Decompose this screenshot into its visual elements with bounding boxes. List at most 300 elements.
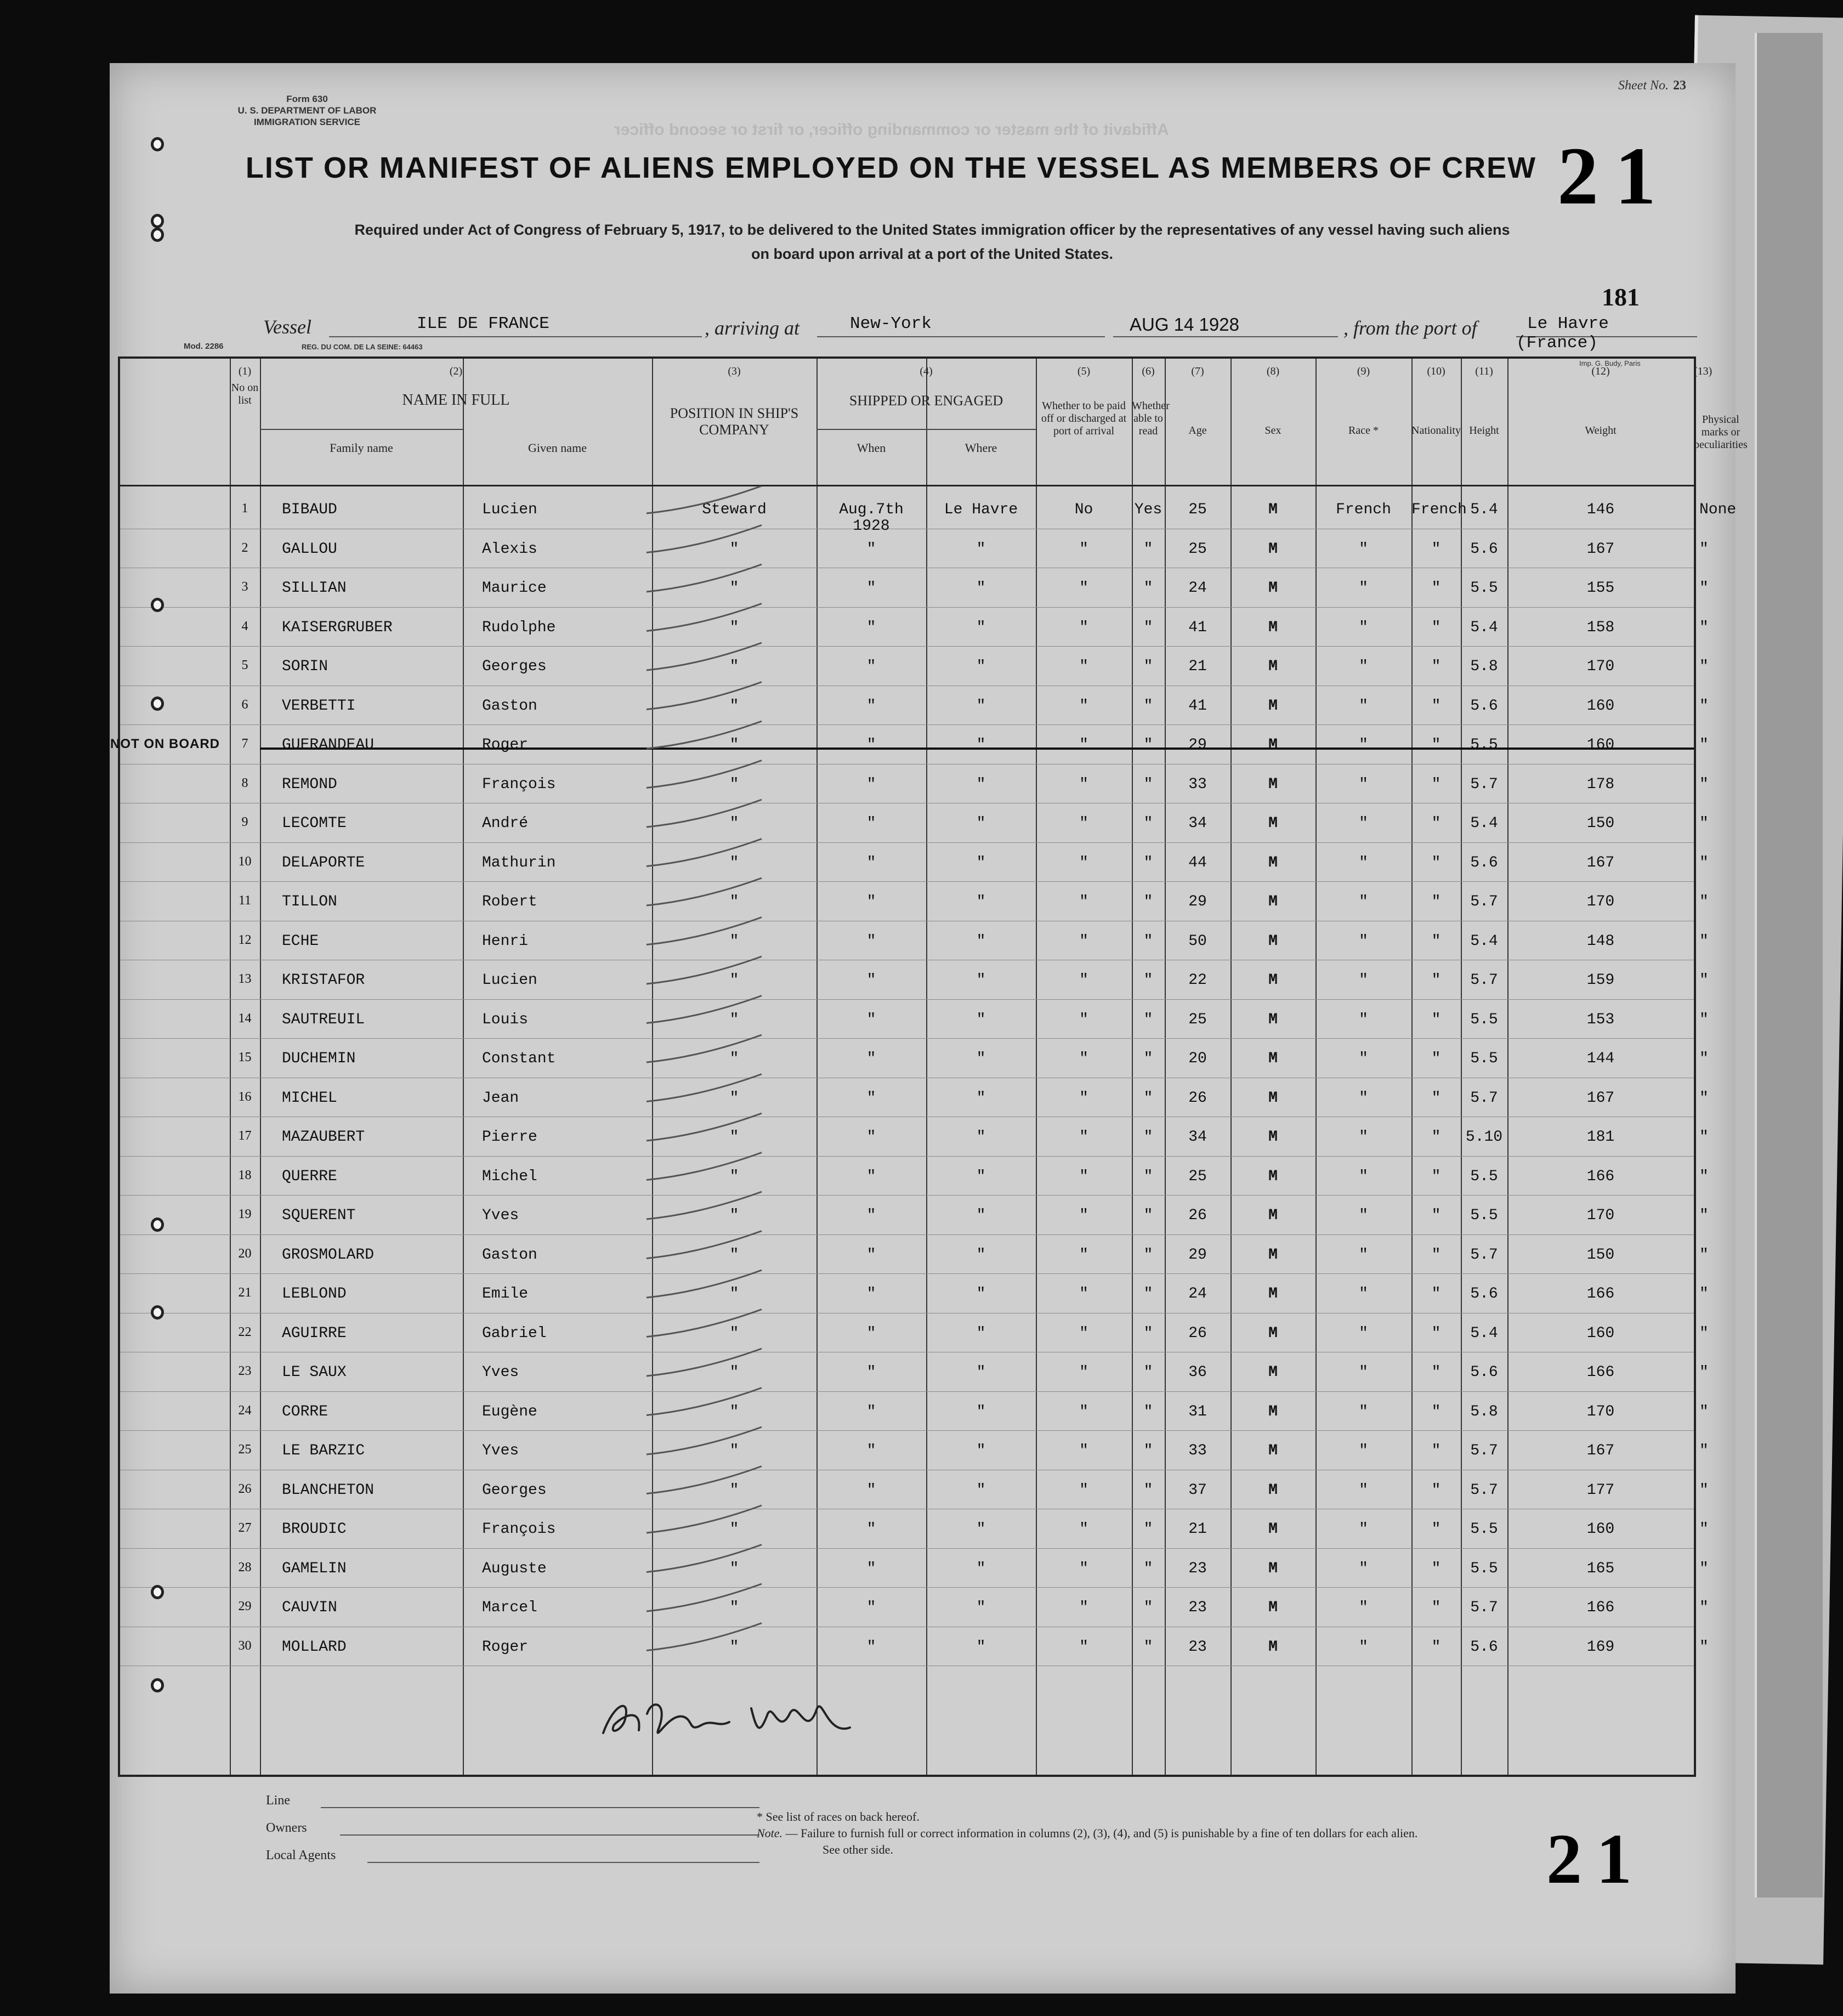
shipped-where: Le Havre [944, 501, 1018, 518]
column-divider [463, 359, 464, 1775]
height: 5.7 [1470, 1246, 1498, 1264]
physical-marks-ditto: " [1699, 1286, 1709, 1303]
physical-marks-ditto: " [1699, 1638, 1709, 1656]
weight: 166 [1586, 1364, 1615, 1381]
age: 20 [1188, 1050, 1207, 1067]
able-to-read-ditto: " [1143, 1521, 1153, 1538]
weight: 165 [1586, 1560, 1615, 1577]
shipped-where-ditto: " [976, 1286, 986, 1303]
weight: 144 [1586, 1050, 1615, 1067]
weight: 150 [1586, 1246, 1615, 1264]
page-title: LIST OR MANIFEST OF ALIENS EMPLOYED ON THE VESSEL AS MEMBERS OF CREW [245, 151, 1537, 184]
binder-hole [151, 228, 164, 242]
shipped-where-ditto: " [976, 1089, 986, 1107]
sex: M [1268, 580, 1278, 597]
able-to-read-ditto: " [1143, 1168, 1153, 1185]
row-number: 5 [241, 658, 248, 672]
race-ditto: " [1359, 1638, 1368, 1656]
race-ditto: " [1359, 1403, 1368, 1420]
row-divider [120, 646, 1694, 647]
able-to-read-ditto: " [1143, 1286, 1153, 1303]
race-ditto: " [1359, 1246, 1368, 1264]
pencil-tick [647, 643, 762, 670]
race-ditto: " [1359, 893, 1368, 910]
nationality-ditto: " [1431, 1089, 1441, 1107]
pencil-tick [647, 1153, 762, 1180]
able-to-read-ditto: " [1143, 1089, 1153, 1107]
sex: M [1268, 1129, 1278, 1146]
shipped-when-ditto: " [866, 1089, 876, 1107]
header-col12-num: (12) [1591, 365, 1610, 377]
shipped-where-ditto: " [976, 775, 986, 793]
height: 5.6 [1470, 540, 1498, 558]
row-number: 2 [241, 540, 248, 555]
given-name: Mathurin [482, 854, 556, 871]
shipped-when-ditto: " [866, 1599, 876, 1616]
shipped-where-ditto: " [976, 972, 986, 989]
race: French [1336, 501, 1391, 518]
paid-off: No [1074, 501, 1093, 518]
given-name: Alexis [482, 540, 537, 558]
nationality-ditto: " [1431, 1521, 1441, 1538]
paid-off-ditto: " [1079, 893, 1088, 910]
shipped-where-ditto: " [976, 1442, 986, 1459]
shipped-where-ditto: " [976, 1246, 986, 1264]
pencil-tick [647, 1427, 762, 1454]
row-number: 22 [238, 1324, 252, 1339]
given-name: Henri [482, 932, 529, 950]
shipped-where-ditto: " [976, 1168, 986, 1185]
shipped-when-ditto: " [866, 658, 876, 675]
height: 5.4 [1470, 815, 1498, 832]
row-number: 19 [238, 1207, 252, 1221]
shipped-where-ditto: " [976, 1050, 986, 1067]
race-ditto: " [1359, 1089, 1368, 1107]
name-subheader-line [260, 429, 463, 430]
row-number: 12 [238, 932, 252, 947]
race-ditto: " [1359, 1324, 1368, 1342]
shipped-where-ditto: " [976, 540, 986, 558]
shipped-where-ditto: " [976, 1638, 986, 1656]
age: 25 [1188, 540, 1207, 558]
vessel-field [329, 314, 702, 337]
race-ditto: " [1359, 972, 1368, 989]
sex: M [1268, 697, 1278, 715]
able-to-read-ditto: " [1143, 854, 1153, 871]
arrival-date: AUG 14 1928 [1130, 314, 1239, 335]
header-race: Race * [1348, 424, 1379, 437]
shipped-where-ditto: " [976, 1011, 986, 1028]
position-ditto: " [729, 697, 739, 715]
position-ditto: " [729, 1050, 739, 1067]
physical-marks-ditto: " [1699, 1324, 1709, 1342]
sex: M [1268, 658, 1278, 675]
family-name: BIBAUD [282, 501, 337, 518]
age: 24 [1188, 1286, 1207, 1303]
given-name: Constant [482, 1050, 556, 1067]
physical-marks-ditto: " [1699, 972, 1709, 989]
pencil-tick [647, 1113, 762, 1141]
paid-off-ditto: " [1079, 1089, 1088, 1107]
sex: M [1268, 1324, 1278, 1342]
row-number: 8 [241, 775, 248, 790]
sex: M [1268, 540, 1278, 558]
nationality-ditto: " [1431, 658, 1441, 675]
sex: M [1268, 775, 1278, 793]
physical-marks-ditto: " [1699, 1364, 1709, 1381]
row-divider [120, 1430, 1694, 1431]
physical-marks-ditto: " [1699, 893, 1709, 910]
row-divider [120, 999, 1694, 1000]
position-ditto: " [729, 1089, 739, 1107]
shipped-where-ditto: " [976, 854, 986, 871]
position-ditto: " [729, 1286, 739, 1303]
position-ditto: " [729, 815, 739, 832]
family-name: SORIN [282, 658, 328, 675]
row-divider [120, 1234, 1694, 1235]
footer-owners-field [340, 1834, 759, 1836]
height: 5.4 [1470, 1324, 1498, 1342]
height: 5.7 [1470, 972, 1498, 989]
height: 5.7 [1470, 1442, 1498, 1459]
header-col8-num: (8) [1266, 365, 1280, 377]
paid-off-ditto: " [1079, 1286, 1088, 1303]
nationality-ditto: " [1431, 1011, 1441, 1028]
row-number: 6 [241, 697, 248, 712]
header-nationality: Nationality [1411, 424, 1461, 437]
family-name: AGUIRRE [282, 1324, 347, 1342]
pencil-tick [647, 800, 762, 827]
physical-marks-ditto: " [1699, 932, 1709, 950]
position-ditto: " [729, 893, 739, 910]
family-name: SAUTREUIL [282, 1011, 365, 1028]
header-shipped: SHIPPED OR ENGAGED [849, 393, 1003, 409]
race-ditto: " [1359, 1364, 1368, 1381]
binder-hole [151, 1585, 164, 1599]
nationality-ditto: " [1431, 1599, 1441, 1616]
bottom-page-number: 21 [1546, 1820, 1646, 1899]
sex: M [1268, 619, 1278, 636]
nationality-ditto: " [1431, 1168, 1441, 1185]
given-name: André [482, 815, 529, 832]
race-ditto: " [1359, 737, 1368, 754]
family-name: DUCHEMIN [282, 1050, 356, 1067]
pencil-tick [647, 878, 762, 905]
shipped-when-ditto: " [866, 1560, 876, 1577]
paid-off-ditto: " [1079, 1638, 1088, 1656]
given-name: Rudolphe [482, 619, 556, 636]
row-divider [120, 1156, 1694, 1157]
sex: M [1268, 501, 1278, 518]
nationality-ditto: " [1431, 1050, 1441, 1067]
shipped-where-ditto: " [976, 1207, 986, 1224]
given-name: Yves [482, 1207, 519, 1224]
able-to-read-ditto: " [1143, 1599, 1153, 1616]
weight: 148 [1586, 932, 1615, 950]
row-number: 24 [238, 1403, 252, 1418]
header-where: Where [965, 441, 997, 455]
age: 29 [1188, 1246, 1207, 1264]
given-name: Georges [482, 658, 547, 675]
family-name: CORRE [282, 1403, 328, 1420]
shipped-when-ditto: " [866, 1246, 876, 1264]
weight: 160 [1586, 697, 1615, 715]
height: 5.7 [1470, 1599, 1498, 1616]
race-ditto: " [1359, 1560, 1368, 1577]
family-name: VERBETTI [282, 697, 356, 715]
footer-line-field [321, 1807, 759, 1808]
able-to-read-ditto: " [1143, 1481, 1153, 1499]
able-to-read-ditto: " [1143, 580, 1153, 597]
shipped-where-ditto: " [976, 619, 986, 636]
given-name: Roger [482, 737, 529, 754]
able-to-read-ditto: " [1143, 1442, 1153, 1459]
family-name: MICHEL [282, 1089, 337, 1107]
position-ditto: " [729, 1638, 739, 1656]
family-name: MAZAUBERT [282, 1129, 365, 1146]
nationality-ditto: " [1431, 540, 1441, 558]
weight: 167 [1586, 854, 1615, 871]
sex: M [1268, 1089, 1278, 1107]
physical-marks: None [1699, 501, 1737, 518]
nationality-ditto: " [1431, 1129, 1441, 1146]
shipped-when-ditto: " [866, 1324, 876, 1342]
age: 21 [1188, 1521, 1207, 1538]
physical-marks-ditto: " [1699, 1442, 1709, 1459]
height: 5.4 [1470, 501, 1498, 518]
race-ditto: " [1359, 775, 1368, 793]
able-to-read-ditto: " [1143, 775, 1153, 793]
row-number: 3 [241, 580, 248, 594]
height: 5.5 [1470, 580, 1498, 597]
header-name-in-full: NAME IN FULL [402, 392, 510, 409]
printer: Imp. G. Budy, Paris [1579, 359, 1641, 367]
sex: M [1268, 893, 1278, 910]
age: 34 [1188, 815, 1207, 832]
height: 5.7 [1470, 1481, 1498, 1499]
age: 33 [1188, 1442, 1207, 1459]
not-on-board-label: NOT ON BOARD [110, 737, 220, 751]
shipped-when-year: 1928 [853, 518, 890, 535]
sex: M [1268, 1050, 1278, 1067]
sex: M [1268, 1521, 1278, 1538]
paid-off-ditto: " [1079, 972, 1088, 989]
row-number: 1 [241, 501, 248, 516]
given-name: Lucien [482, 972, 537, 989]
pencil-tick [647, 1545, 762, 1572]
shipped-when-ditto: " [866, 580, 876, 597]
paid-off-ditto: " [1079, 658, 1088, 675]
age: 26 [1188, 1324, 1207, 1342]
age: 26 [1188, 1089, 1207, 1107]
weight: 160 [1586, 737, 1615, 754]
position-ditto: " [729, 1481, 739, 1499]
physical-marks-ditto: " [1699, 697, 1709, 715]
given-name: Gaston [482, 697, 537, 715]
shipped-where-ditto: " [976, 1324, 986, 1342]
weight: 146 [1586, 501, 1615, 518]
row-number: 17 [238, 1129, 252, 1143]
position-ditto: " [729, 1324, 739, 1342]
header-col3-num: (3) [728, 365, 741, 377]
height: 5.6 [1470, 697, 1498, 715]
nationality-ditto: " [1431, 815, 1441, 832]
shipped-when-ditto: " [866, 893, 876, 910]
paid-off-ditto: " [1079, 854, 1088, 871]
weight: 170 [1586, 658, 1615, 675]
shipped-when-ditto: " [866, 1050, 876, 1067]
position-ditto: " [729, 1207, 739, 1224]
header-col4-num: (4) [920, 365, 933, 377]
form-number: Form 630 [286, 94, 328, 104]
row-number: 20 [238, 1246, 252, 1261]
paid-off-ditto: " [1079, 540, 1088, 558]
age: 41 [1188, 697, 1207, 715]
race-ditto: " [1359, 1168, 1368, 1185]
weight: 166 [1586, 1168, 1615, 1185]
row-divider [120, 1195, 1694, 1196]
paid-off-ditto: " [1079, 737, 1088, 754]
arriving-field [817, 314, 1105, 337]
weight: 181 [1586, 1129, 1615, 1146]
row-divider [120, 607, 1694, 608]
header-position: POSITION IN SHIP'S COMPANY [670, 405, 799, 438]
pencil-tick [647, 1270, 762, 1298]
able-to-read-ditto: " [1143, 893, 1153, 910]
family-name: LE BARZIC [282, 1442, 365, 1459]
row-number: 18 [238, 1168, 252, 1182]
row-number: 29 [238, 1599, 252, 1613]
service: IMMIGRATION SERVICE [254, 117, 360, 127]
nationality-ditto: " [1431, 697, 1441, 715]
row-number: 30 [238, 1638, 252, 1653]
row-number: 26 [238, 1481, 252, 1496]
physical-marks-ditto: " [1699, 815, 1709, 832]
header-height: Height [1469, 424, 1499, 437]
row-number: 23 [238, 1364, 252, 1378]
able-to-read-ditto: " [1143, 737, 1153, 754]
nationality-ditto: " [1431, 775, 1441, 793]
header-given-name: Given name [528, 441, 587, 455]
binder-hole [151, 1217, 164, 1232]
column-divider [260, 359, 261, 1775]
page-subtitle [219, 218, 1645, 266]
pencil-tick [647, 564, 762, 592]
bleed-through-text: Affidavit of the master or commanding officer, or first or second officer [614, 121, 1169, 139]
race-ditto: " [1359, 658, 1368, 675]
race-ditto: " [1359, 1011, 1368, 1028]
able-to-read-ditto: " [1143, 1403, 1153, 1420]
shipped-where-ditto: " [976, 1599, 986, 1616]
age: 31 [1188, 1403, 1207, 1420]
pencil-tick-marks [636, 486, 855, 1802]
given-name: Lucien [482, 501, 537, 518]
position-ditto: " [729, 854, 739, 871]
position-ditto: " [729, 972, 739, 989]
age: 33 [1188, 775, 1207, 793]
position: Steward [702, 501, 767, 518]
family-name: SQUERENT [282, 1207, 356, 1224]
given-name: Eugène [482, 1403, 537, 1420]
pencil-tick [647, 682, 762, 710]
footer-owners-label: Owners [266, 1821, 307, 1835]
row-number: 7 [241, 737, 248, 751]
position-ditto: " [729, 580, 739, 597]
age: 22 [1188, 972, 1207, 989]
arriving-label: , arriving at [705, 317, 800, 339]
row-number: 9 [241, 815, 248, 829]
shipped-subheader-line [816, 429, 1036, 430]
race-ditto: " [1359, 1129, 1368, 1146]
weight: 150 [1586, 815, 1615, 832]
position-ditto: " [729, 1403, 739, 1420]
shipped-where-ditto: " [976, 1364, 986, 1381]
family-name: SILLIAN [282, 580, 347, 597]
sex: M [1268, 737, 1278, 754]
header-col5-num: (5) [1077, 365, 1091, 377]
row-number: 21 [238, 1286, 252, 1300]
shipped-when-ditto: " [866, 1129, 876, 1146]
shipped-where-ditto: " [976, 932, 986, 950]
race-ditto: " [1359, 619, 1368, 636]
weight: 170 [1586, 893, 1615, 910]
height: 5.8 [1470, 658, 1498, 675]
paid-off-ditto: " [1079, 1246, 1088, 1264]
from-field [1516, 314, 1697, 353]
family-name: CAUVIN [282, 1599, 337, 1616]
sex: M [1268, 854, 1278, 871]
shipped-when-ditto: " [866, 1286, 876, 1303]
given-name: François [482, 775, 556, 793]
physical-marks-ditto: " [1699, 1521, 1709, 1538]
able-to-read-ditto: " [1143, 1364, 1153, 1381]
age: 36 [1188, 1364, 1207, 1381]
given-name: Gaston [482, 1246, 537, 1264]
race-ditto: " [1359, 1481, 1368, 1499]
footer-agents-field [367, 1862, 759, 1863]
header-col7-num: (7) [1191, 365, 1204, 377]
row-number: 14 [238, 1011, 252, 1026]
family-name: QUERRE [282, 1168, 337, 1185]
weight: 159 [1586, 972, 1615, 989]
footer-agents-label: Local Agents [266, 1848, 336, 1862]
signature [592, 1681, 877, 1752]
weight: 169 [1586, 1638, 1615, 1656]
pencil-tick [647, 1349, 762, 1376]
nationality: French [1411, 501, 1467, 518]
weight: 166 [1586, 1286, 1615, 1303]
binder-hole [151, 1305, 164, 1320]
nationality-ditto: " [1431, 932, 1441, 950]
family-name: GAMELIN [282, 1560, 347, 1577]
pencil-tick [647, 1623, 762, 1651]
header-sex: Sex [1264, 424, 1281, 437]
crew-table [110, 356, 1748, 1777]
pencil-tick [647, 1584, 762, 1611]
pencil-tick [647, 956, 762, 984]
physical-marks-ditto: " [1699, 1599, 1709, 1616]
header-col9-num: (9) [1357, 365, 1370, 377]
see-other-side: See other side. [823, 1843, 893, 1856]
sex: M [1268, 1286, 1278, 1303]
sex: M [1268, 1638, 1278, 1656]
manifest-sheet [110, 63, 1748, 1994]
able-to-read-ditto: " [1143, 619, 1153, 636]
race-ditto: " [1359, 580, 1368, 597]
position-ditto: " [729, 775, 739, 793]
able-to-read-ditto: " [1143, 1324, 1153, 1342]
paid-off-ditto: " [1079, 1481, 1088, 1499]
